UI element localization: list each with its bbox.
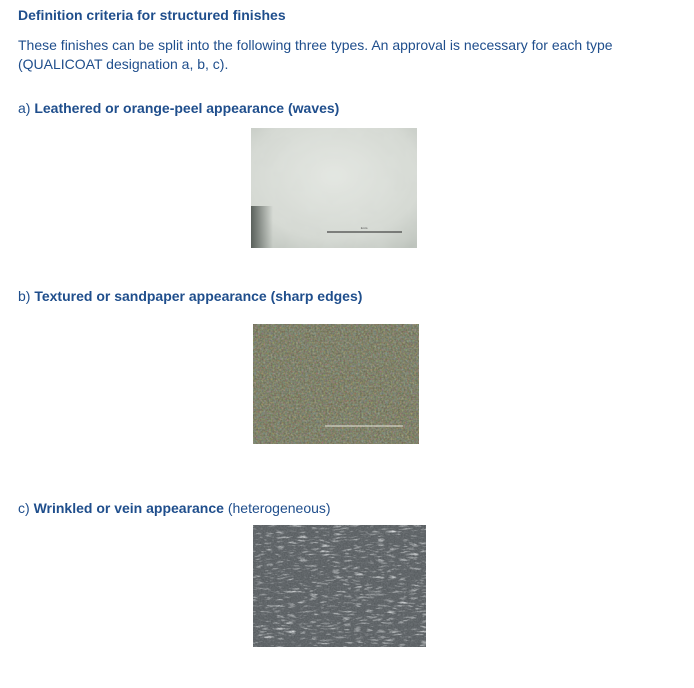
subheading-a-prefix: a) bbox=[18, 100, 31, 116]
photo-wrinkled bbox=[253, 525, 426, 647]
photo-orange-peel bbox=[251, 128, 417, 248]
subheading-c-suffix: (heterogeneous) bbox=[227, 500, 331, 516]
subheading-a-title: Leathered or orange-peel appearance (waves) bbox=[34, 100, 340, 116]
subheading-b bbox=[18, 288, 362, 304]
subheading-b-prefix: b) bbox=[18, 288, 31, 304]
intro-paragraph: These finishes can be split into the following three types. An approval is necessary for each type (QUALICOAT designation a, b, c). bbox=[18, 37, 613, 72]
photo-sandpaper bbox=[253, 324, 419, 444]
subheading-c-prefix: c) bbox=[18, 500, 30, 516]
subheading-c bbox=[18, 500, 331, 516]
subheading-a bbox=[18, 100, 339, 116]
scale-bar-label: 1mm bbox=[360, 226, 368, 230]
section-heading: Definition criteria for structured finishes bbox=[18, 7, 286, 23]
subheading-c-title: Wrinkled or vein appearance bbox=[33, 500, 224, 516]
subheading-b-title: Textured or sandpaper appearance (sharp edges) bbox=[34, 288, 363, 304]
